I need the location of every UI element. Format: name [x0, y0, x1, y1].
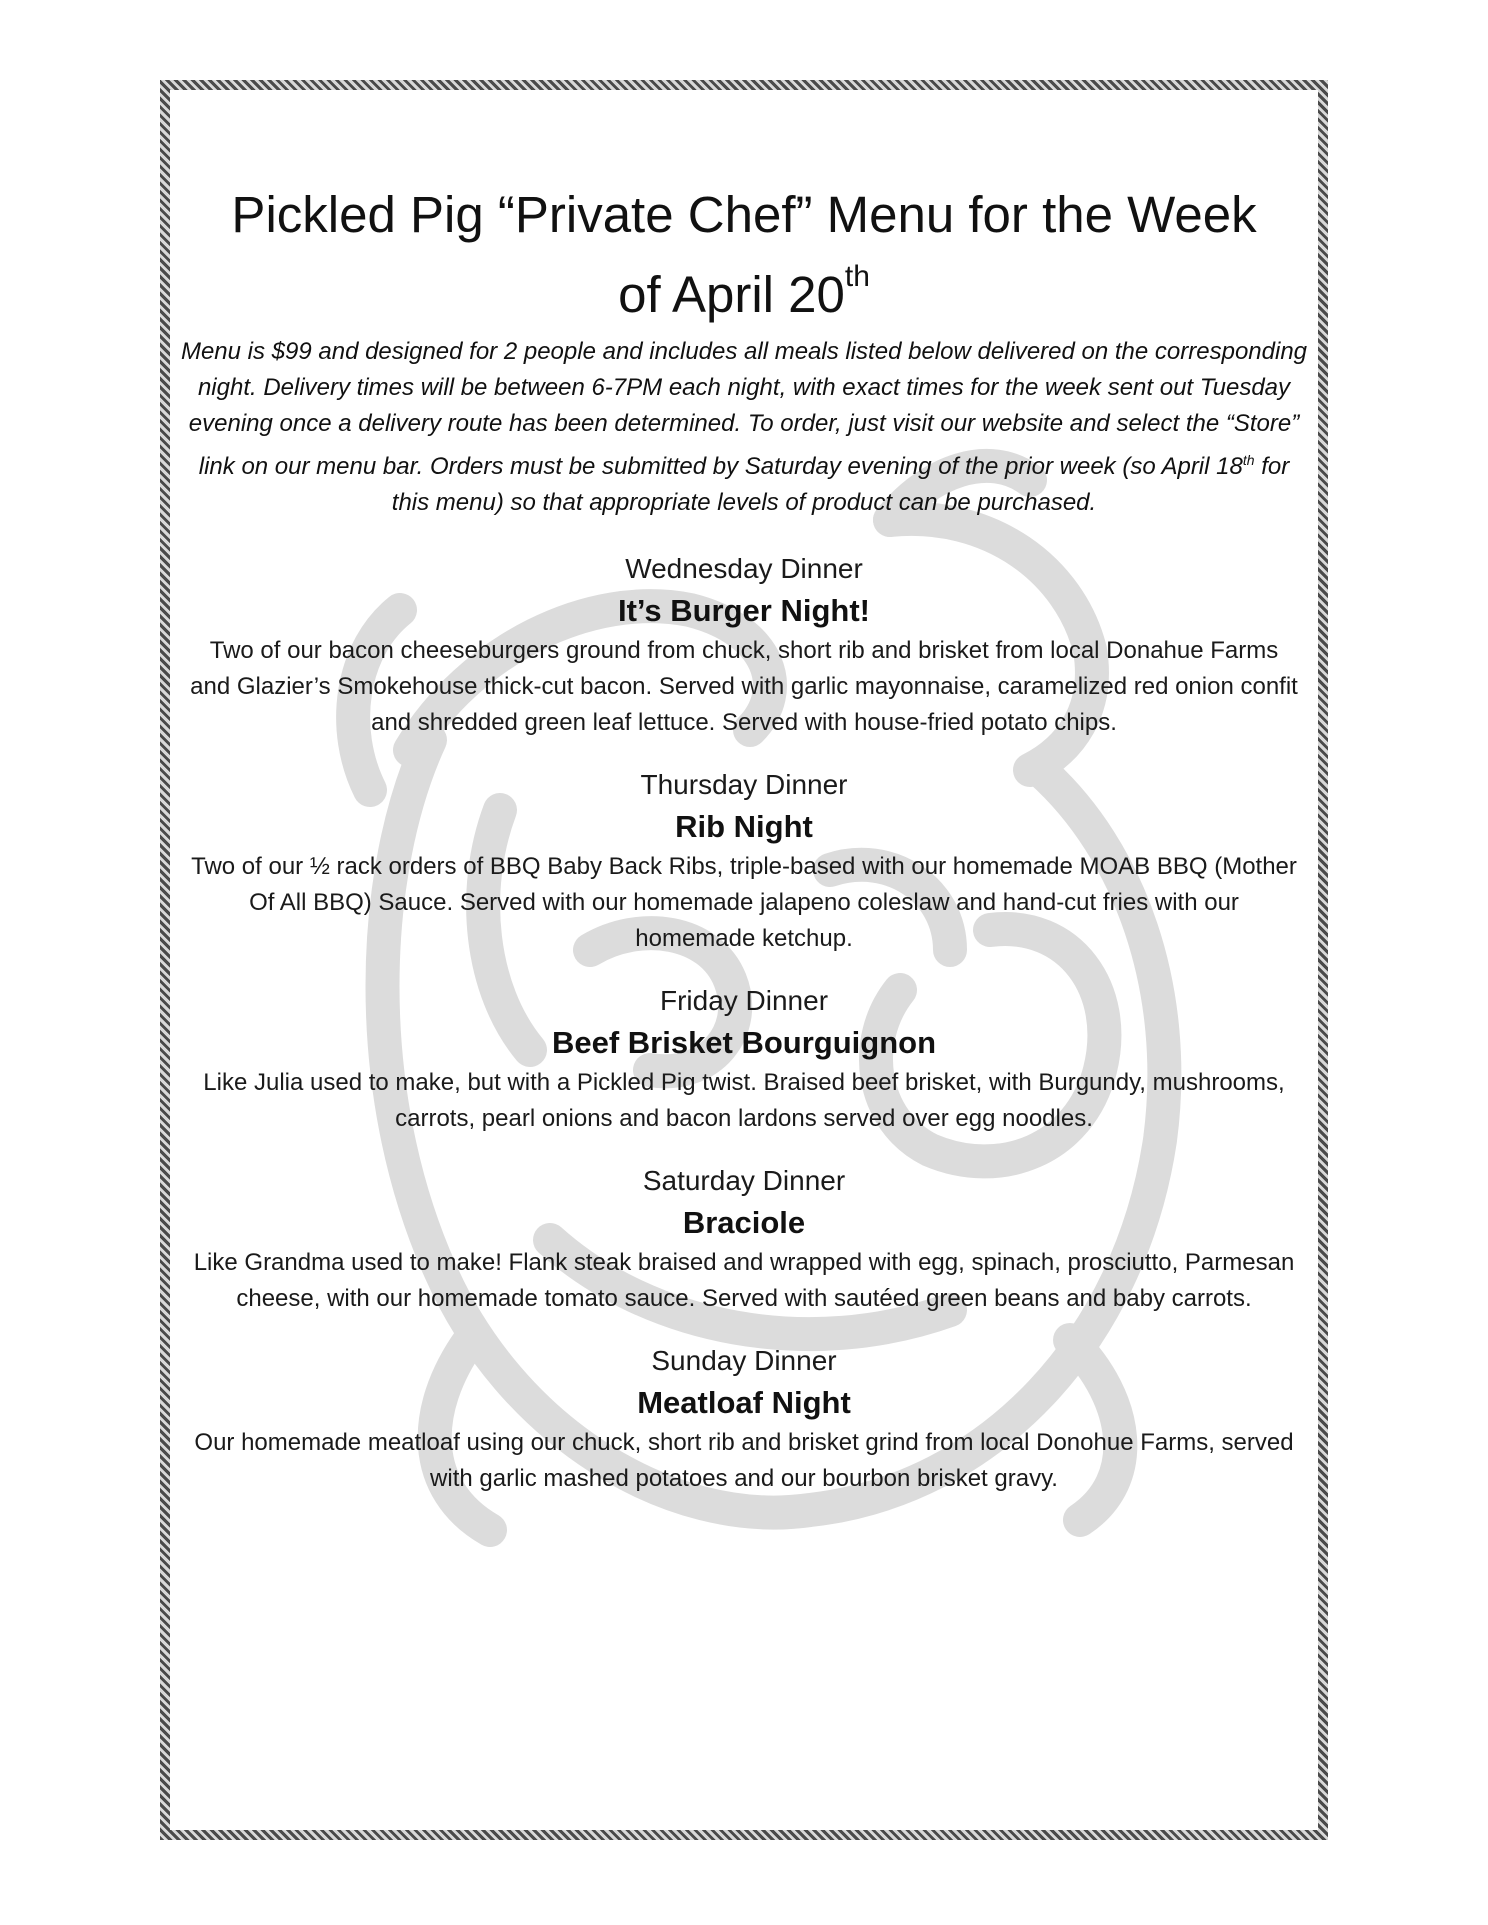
menu-content [180, 150, 1308, 1521]
title-superscript: th [844, 260, 870, 293]
title-line-2: of April 20 [618, 266, 845, 323]
day-section-sunday [180, 1341, 1308, 1497]
dish-name: Braciole [682, 1205, 806, 1240]
day-name: Friday Dinner [659, 985, 829, 1016]
day-name: Saturday Dinner [642, 1165, 846, 1196]
day-name: Wednesday Dinner [625, 553, 863, 584]
day-name: Thursday Dinner [640, 769, 848, 800]
dish-name: Beef Brisket Bourguignon [551, 1025, 937, 1060]
menu-title [180, 180, 1308, 330]
dish-description: Two of our ½ rack orders of BBQ Baby Back Ribs, triple-based with our homemade MOAB BBQ (Mother Of All BBQ) Sauce. Served with our homemade jalapeno coleslaw and hand-cut fries with our homemade ketchup. [191, 853, 1297, 952]
dish-description: Like Julia used to make, but with a Pickled Pig twist. Braised beef brisket, with Burgundy, mushrooms, carrots, pearl onions and bacon lardons served over egg noodles. [203, 1069, 1285, 1132]
intro-text-part-1: Menu is $99 and designed for 2 people and includes all meals listed below delivered on the corresponding night. Delivery times will be between 6-7PM each night, with exact times for the week sent out Tuesday evening once a delivery route has been determined. To order, just visit our website and select the “Store” link on our menu bar. Orders must be submitted by Saturday evening of the prior week (so April 18 [180, 338, 1308, 480]
dish-name: It’s Burger Night! [617, 593, 870, 628]
day-section-saturday [180, 1161, 1308, 1317]
dish-description: Two of our bacon cheeseburgers ground from chuck, short rib and brisket from local Donahue Farms and Glazier’s Smokehouse thick-cut bacon. Served with garlic mayonnaise, caramelized red onion confit and shredded green leaf lettuce. Served with house-fried potato chips. [190, 637, 1298, 736]
dish-name: Rib Night [675, 809, 813, 844]
dish-description: Like Grandma used to make! Flank steak braised and wrapped with egg, spinach, prosciutto, Parmesan cheese, with our homemade tomato sauce. Served with sautéed green beans and baby carrots. [193, 1249, 1295, 1312]
day-section-thursday [180, 765, 1308, 957]
day-name: Sunday Dinner [651, 1345, 837, 1376]
intro-superscript: th [1242, 452, 1255, 468]
day-section-wednesday [180, 549, 1308, 741]
day-section-friday [180, 981, 1308, 1137]
dish-description: Our homemade meatloaf using our chuck, short rib and brisket grind from local Donohue Farms, served with garlic mashed potatoes and our bourbon brisket gravy. [194, 1429, 1294, 1492]
menu-intro [180, 334, 1308, 521]
title-line-1: Pickled Pig “Private Chef” Menu for the Week [231, 186, 1257, 243]
dish-name: Meatloaf Night [637, 1385, 851, 1420]
intro-text-part-2: for this menu) so that appropriate levels of product can be purchased. [391, 453, 1290, 516]
